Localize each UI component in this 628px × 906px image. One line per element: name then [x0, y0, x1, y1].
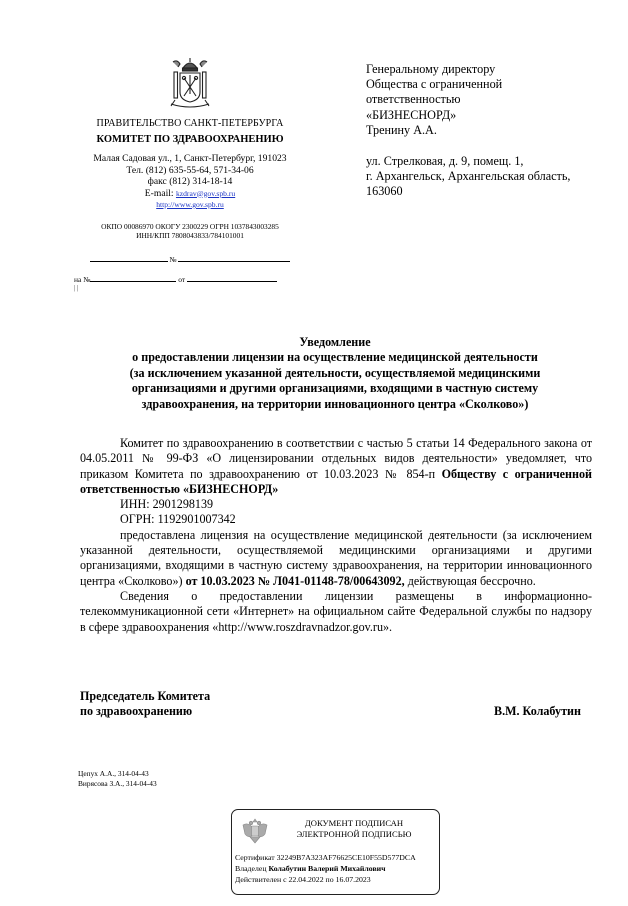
addressee-address-2: г. Архангельск, Архангельская область,	[366, 169, 571, 184]
position-line-1: Председатель Комитета	[80, 689, 211, 703]
sender-address: Малая Садовая ул., 1, Санкт-Петербург, 191023	[93, 153, 287, 164]
codes-line-2: ИНН/КПП 7808043833/784101001	[136, 230, 244, 240]
reply-number-blank	[90, 273, 176, 282]
ogrn: ОГРН: 1192901007342	[120, 512, 236, 527]
stamp-title-line-2: ЭЛЕКТРОННОЙ ПОДПИСЬЮ	[296, 828, 412, 839]
addressee-address-1: ул. Стрелковая, д. 9, помещ. 1,	[366, 154, 524, 169]
document-body	[80, 436, 592, 635]
signatory-name: В.М. Колабутин	[494, 704, 581, 718]
stamp-title	[274, 818, 434, 839]
number-sign: №	[169, 254, 177, 264]
form-marks: | |	[74, 283, 79, 292]
certificate-row	[235, 852, 416, 863]
paragraph-2-tail: действующая бессрочно.	[404, 573, 536, 588]
st-petersburg-emblem-icon	[167, 56, 213, 112]
sender-fax: факс (812) 314-18-14	[147, 176, 233, 187]
sender-email-row	[74, 188, 306, 200]
reply-prefix: на №	[74, 274, 91, 284]
certificate-label: Сертификат	[235, 853, 277, 862]
government-name: ПРАВИТЕЛЬСТВО САНКТ-ПЕТЕРБУРГА	[96, 118, 284, 129]
document-title	[74, 335, 596, 412]
addressee-line-2: Общества с ограниченной	[366, 77, 503, 92]
executor-1: Цепух А.А., 314-04-43	[78, 769, 149, 778]
outgoing-number-line	[74, 253, 306, 264]
stamp-details	[235, 852, 416, 885]
title-line-4: организациями и другими организациями, входящими в частную систему	[131, 381, 539, 396]
title-line-3: (за исключением указанной деятельности, осуществляемой медицинскими	[129, 365, 541, 380]
paragraph-2-text: предоставлена лицензия на осуществление медицинской деятельности (за исключением указанной деятельности, осуществляемой медицинскими организациями и другими организациями, входящими в частную систему здравоохранения, на территории инновационного центра «Сколково»)	[80, 527, 592, 588]
reply-date-blank	[187, 273, 277, 282]
executor-2: Вирясова З.А., 314-04-43	[78, 778, 157, 788]
paragraph-3: Сведения о предоставлении лицензии размещены в информационно-телекоммуникационной сети «Интернет» на официальном сайте Федеральной службы по надзору в сфере здравоохранения «http://www.roszdravnadzor.gov.ru».	[80, 588, 592, 634]
paragraph-2	[80, 528, 592, 589]
email-link[interactable]: kzdrav@gov.spb.ru	[175, 188, 236, 198]
sender-header	[74, 56, 306, 292]
electronic-signature-stamp	[231, 809, 440, 895]
website-link[interactable]: http://www.gov.spb.ru	[156, 200, 224, 209]
certificate-id: 32249B7A323AF76625CE10F55D577DCA	[276, 853, 416, 862]
committee-name: КОМИТЕТ ПО ЗДРАВООХРАНЕНИЮ	[96, 134, 284, 145]
addressee-address-3: 163060	[366, 184, 403, 199]
russia-emblem-icon	[240, 816, 270, 846]
addressee-line-1: Генеральному директору	[366, 62, 496, 76]
codes-line-1: ОКПО 00086970 ОКОГУ 2300229 ОГРН 1037843003285	[101, 221, 279, 231]
reply-from-label: от	[178, 274, 186, 284]
owner-label: Владелец	[235, 864, 269, 873]
email-label: E-mail:	[144, 187, 176, 199]
paragraph-1-text: Комитет по здравоохранению в соответствии с частью 5 статьи 14 Федерального закона от 04.05.2011 № 99-ФЗ «О лицензировании отдельных видов деятельности» уведомляет, что приказом Комитета по здравоохранению от 10.03.2023 № 854-п	[80, 436, 592, 481]
validity-row: Действителен с 22.04.2022 по 16.07.2023	[235, 875, 371, 884]
addressee-line-4: «БИЗНЕСНОРД»	[366, 107, 457, 122]
title-line-5: здравоохранения, на территории инновационного центра «Сколково»)	[141, 396, 529, 411]
stamp-title-line-1: ДОКУМЕНТ ПОДПИСАН	[304, 818, 404, 828]
owner-row	[235, 863, 416, 874]
number-blank	[178, 253, 290, 262]
title-line-2: о предоставлении лицензии на осуществление медицинской деятельности	[132, 350, 538, 365]
signatory-position	[80, 689, 210, 720]
license-number: от 10.03.2023 № Л041-01148-78/00643092,	[185, 573, 405, 588]
owner-name: Колабутин Валерий Михайлович	[268, 864, 386, 873]
addressee-line-5: Тренину А.А.	[366, 122, 437, 137]
reply-reference-line	[74, 273, 306, 284]
addressee-line-3: ответственностью	[366, 92, 461, 107]
sender-contacts	[74, 153, 306, 211]
date-blank	[90, 253, 168, 262]
company-name: Обществу с ограниченной ответственностью «БИЗНЕСНОРД»	[80, 466, 592, 496]
paragraph-1	[80, 436, 592, 497]
executors	[78, 769, 157, 788]
registration-codes	[74, 222, 306, 240]
addressee-block	[366, 62, 616, 200]
inn: ИНН: 2901298139	[120, 497, 214, 512]
title-line-1: Уведомление	[299, 335, 371, 349]
position-line-2: по здравоохранению	[80, 704, 193, 719]
sender-phone: Тел. (812) 635-55-64, 571-34-06	[126, 164, 254, 176]
